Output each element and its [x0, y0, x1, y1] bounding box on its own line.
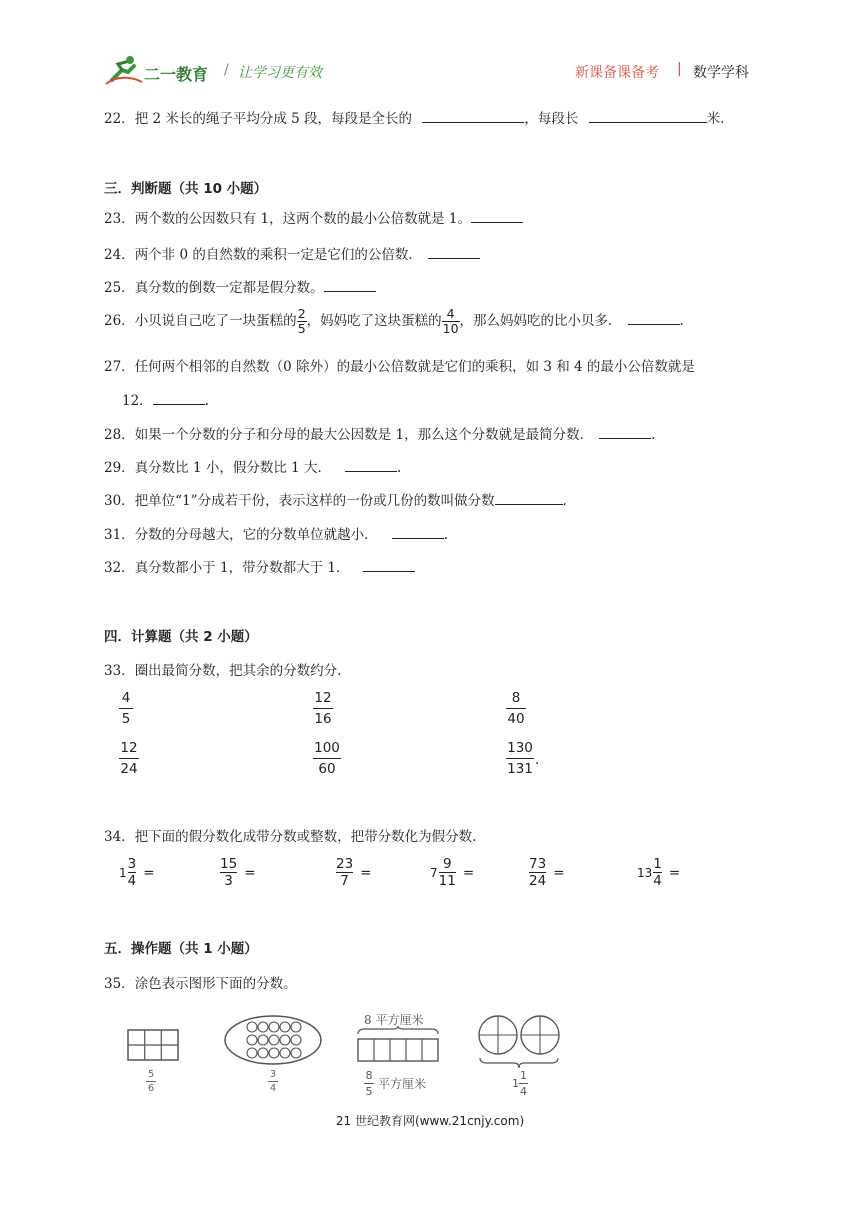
answer-blank[interactable] — [495, 492, 563, 505]
mixed-number-7-9-11[interactable]: 7 9 11 = — [430, 856, 475, 889]
question-26: 26．小贝说自己吃了一块蛋糕的 $\frac{2}{5}$ ，妈妈吃了这块蛋糕的 $\frac{4}{10}$ ，那么妈妈吃的比小贝多． . — [104, 306, 684, 336]
answer-blank[interactable] — [324, 279, 376, 292]
fraction-12-24[interactable]: 12 24 — [120, 740, 138, 777]
question-29: 29．真分数比 1 小，假分数比 1 大． . — [104, 460, 402, 476]
question-32: 32．真分数都小于 1，带分数都大于 1． — [104, 556, 415, 576]
header-divider: | — [677, 61, 682, 77]
header-right-black: 数学学科 — [693, 65, 749, 81]
question-25: 25．真分数的倒数一定都是假分数。 — [104, 276, 376, 296]
question-30: 30．把单位“1”分成若干份，表示这样的一份或几份的数叫做分数 . — [104, 493, 567, 509]
figure-ellipse-circles[interactable] — [223, 1014, 323, 1066]
header-slogan: 让学习更有效 — [238, 65, 322, 81]
q33-end-period: . — [535, 752, 540, 768]
fraction-8-40[interactable]: 8 40 — [507, 690, 525, 727]
mixed-number-1-3-4[interactable]: 1 3 4 = — [119, 856, 155, 889]
answer-blank[interactable] — [153, 392, 205, 405]
question-34: 34．把下面的假分数化成带分数或整数，把带分数化为假分数. — [104, 829, 477, 845]
figure-two-circles[interactable] — [477, 1014, 563, 1072]
header — [100, 52, 760, 92]
logo-runner-icon — [104, 54, 144, 86]
figure-3-top-label: 8 平方厘米 — [364, 1013, 424, 1027]
fraction-15-3[interactable]: 15 3 = — [220, 856, 256, 889]
question-31: 31．分数的分母越大，它的分数单位就越小． . — [104, 527, 448, 543]
logo-text: 二一教育 — [144, 65, 209, 84]
figure-grid-rectangles[interactable] — [127, 1029, 179, 1061]
section-title-4: 四．计算题（共 2 小题） — [104, 629, 258, 645]
footer: 21 世纪教育网(www.21cnjy.com) — [335, 1114, 525, 1128]
answer-blank[interactable] — [422, 110, 524, 123]
answer-blank[interactable] — [589, 110, 707, 123]
answer-blank[interactable] — [428, 246, 480, 259]
figure-bar-five-parts[interactable] — [355, 1026, 441, 1066]
answer-blank[interactable] — [345, 459, 397, 472]
figure-3-label: 8 5 平方厘米 — [365, 1069, 427, 1098]
header-slash: / — [224, 62, 229, 78]
fraction-73-24[interactable]: 73 24 = — [529, 856, 565, 889]
fraction-130-131[interactable]: 130 131 — [507, 740, 533, 777]
figure-2-label: 3 4 — [269, 1069, 277, 1094]
mixed-number-13-1-4[interactable]: 13 1 4 = — [637, 856, 681, 889]
fraction-100-60[interactable]: 100 60 — [314, 740, 340, 777]
fraction-12-16[interactable]: 12 16 — [314, 690, 332, 727]
header-right-red: 新课备课备考 — [575, 65, 659, 81]
section-title-5: 五．操作题（共 1 小题） — [104, 941, 258, 957]
question-22: 22．把 2 米长的绳子平均分成 5 段，每段是全长的 ，每段长 米. — [104, 111, 725, 127]
figure-4-label: 1 1 4 — [512, 1069, 527, 1098]
answer-blank[interactable] — [628, 312, 680, 325]
answer-blank[interactable] — [471, 210, 523, 223]
fraction: $\frac{2}{5}$ — [297, 306, 306, 336]
answer-blank[interactable] — [363, 559, 415, 572]
answer-blank[interactable] — [599, 426, 651, 439]
answer-blank[interactable] — [392, 526, 444, 539]
fraction: $\frac{4}{10}$ — [442, 306, 459, 336]
question-23: 23．两个数的公因数只有 1，这两个数的最小公倍数就是 1。 — [104, 207, 523, 227]
question-27: 27．任何两个相邻的自然数（0 除外）的最小公倍数就是它们的乘积，如 3 和 4 的最小公倍数就是 — [104, 359, 695, 375]
question-35: 35．涂色表示图形下面的分数。 — [104, 976, 297, 992]
question-28: 28．如果一个分数的分子和分母的最大公因数是 1，那么这个分数就是最简分数． . — [104, 427, 656, 443]
question-24: 24．两个非 0 的自然数的乘积一定是它们的公倍数． — [104, 243, 480, 263]
section-title-3: 三．判断题（共 10 小题） — [104, 181, 268, 197]
fraction-23-7[interactable]: 23 7 = — [336, 856, 372, 889]
question-33: 33．圈出最简分数，把其余的分数约分. — [104, 663, 342, 679]
question-27-cont: 12． . — [122, 393, 209, 409]
fraction-4-5[interactable]: 4 5 — [119, 690, 133, 727]
figure-1-label: 5 6 — [147, 1069, 155, 1094]
